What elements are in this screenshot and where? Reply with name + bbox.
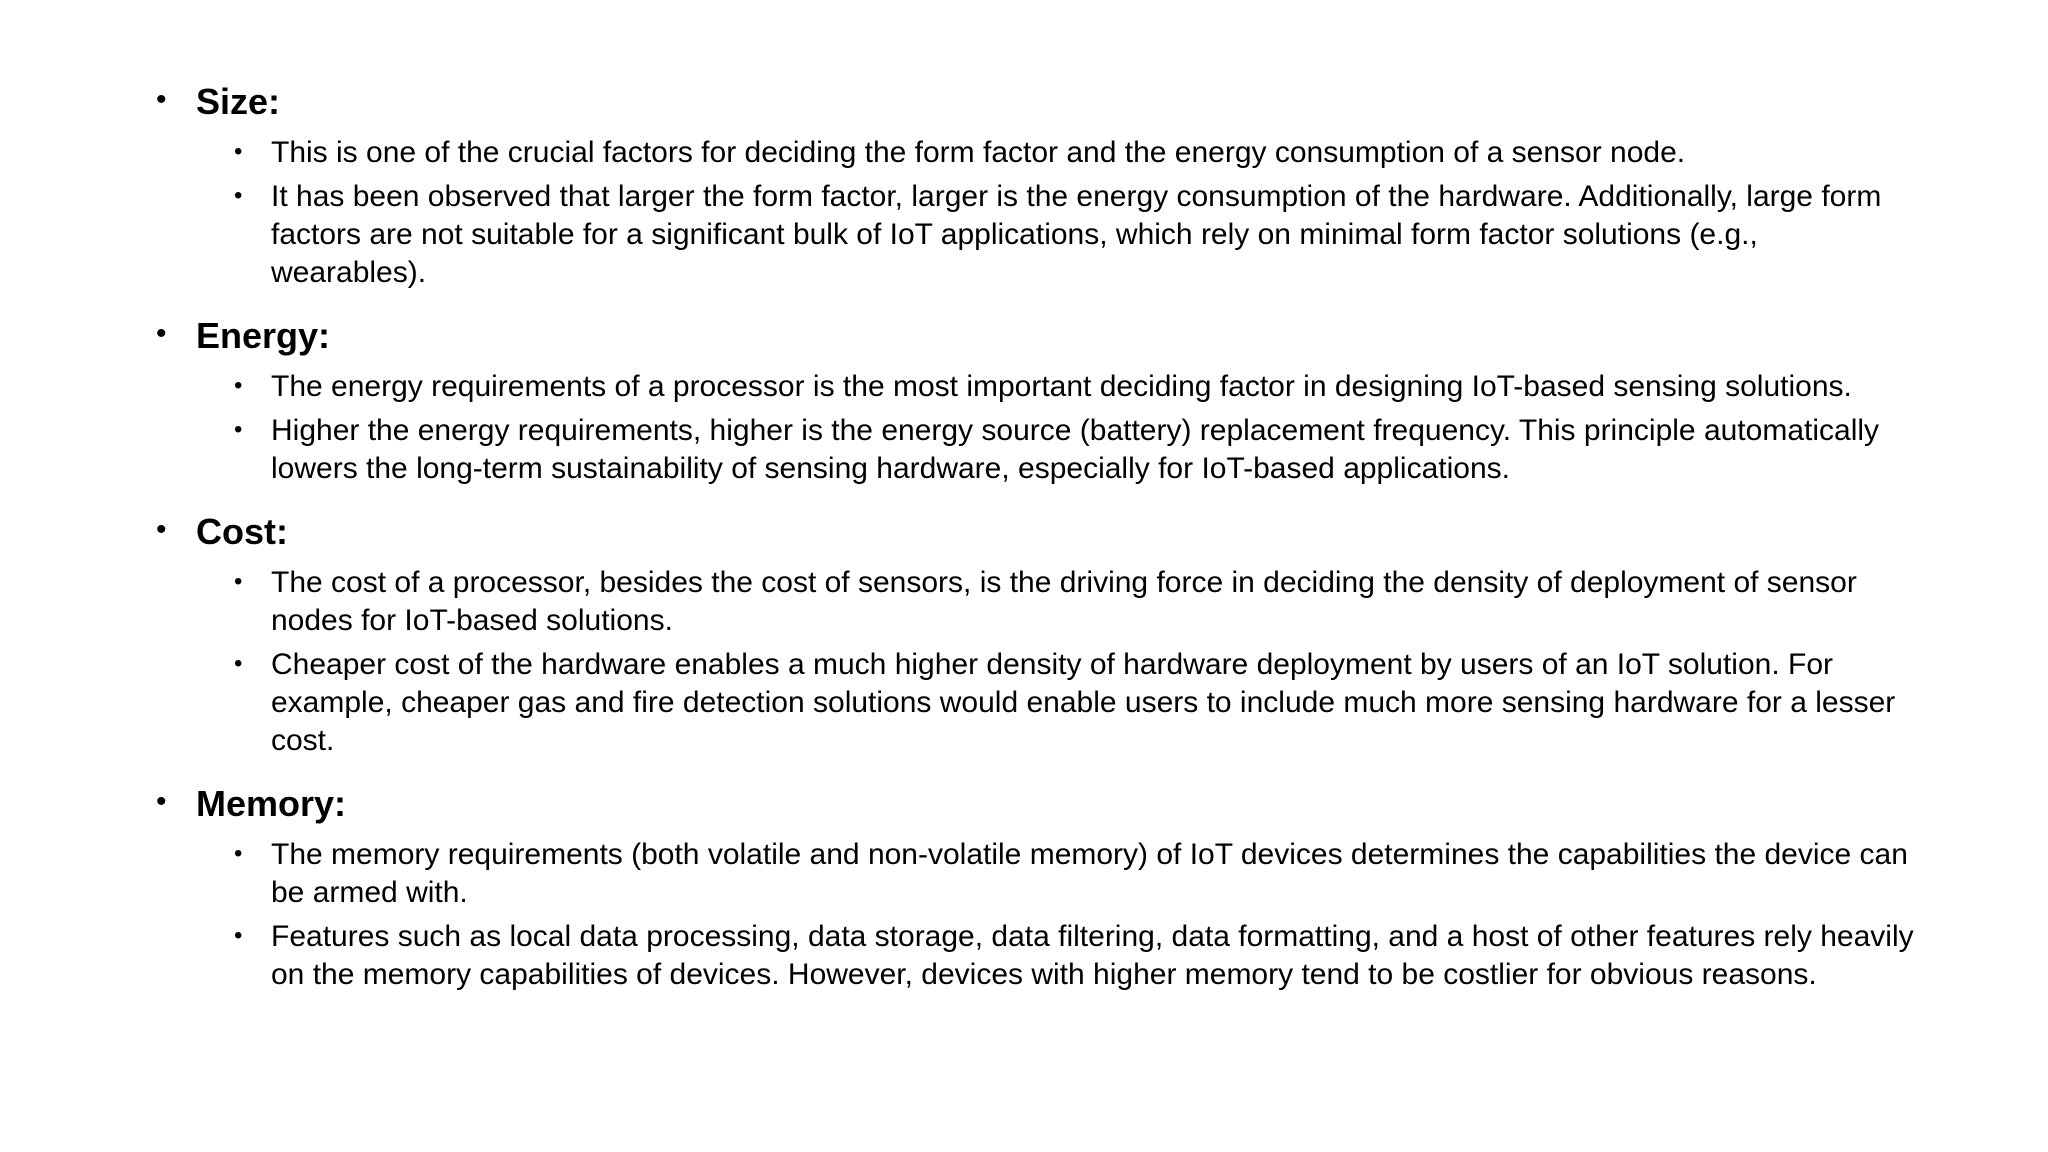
list-item xyxy=(156,134,1916,172)
heading-text: Size: xyxy=(196,81,281,122)
item-text: Features such as local data processing, data storage, data filtering, data formatting, and a host of other features rely heavily on the memory capabilities of devices. However, devices with higher memory tend to be costlier for obvious reasons. xyxy=(271,920,1914,991)
bullet-icon: • xyxy=(156,513,167,546)
bullet-list xyxy=(156,564,1916,760)
bullet-icon: • xyxy=(234,182,243,209)
list-item xyxy=(156,918,1916,994)
bullet-list xyxy=(156,836,1916,994)
list-item xyxy=(156,836,1916,912)
bullet-icon: • xyxy=(234,922,243,949)
bullet-icon: • xyxy=(234,372,243,399)
item-text: Cheaper cost of the hardware enables a much higher density of hardware deployment by users of an IoT solution. For example, cheaper gas and fire detection solutions would enable users to include much more sensing hardware for a lesser cost. xyxy=(271,648,1896,757)
list-item xyxy=(156,368,1916,406)
item-text: The memory requirements (both volatile and non-volatile memory) of IoT devices determines the capabilities the device can be armed with. xyxy=(271,838,1908,909)
bullet-icon: • xyxy=(234,416,243,443)
item-text: The cost of a processor, besides the cost of sensors, is the driving force in deciding the density of deployment of sensor nodes for IoT-based solutions. xyxy=(271,566,1857,637)
section-cost xyxy=(156,508,1916,760)
item-text: This is one of the crucial factors for deciding the form factor and the energy consumption of a sensor node. xyxy=(271,136,1686,169)
item-text: It has been observed that larger the form factor, larger is the energy consumption of the hardware. Additionally, large form factors are not suitable for a significant bulk of IoT applications, which rely on minimal form factor solutions (e.g., wearables). xyxy=(271,180,1882,289)
bullet-icon: • xyxy=(234,138,243,165)
bullet-icon: • xyxy=(234,568,243,595)
section-heading xyxy=(156,508,1916,556)
section-size xyxy=(156,78,1916,292)
section-energy xyxy=(156,312,1916,488)
section-heading xyxy=(156,312,1916,360)
heading-text: Cost: xyxy=(196,511,288,552)
heading-text: Energy: xyxy=(196,315,331,356)
section-memory xyxy=(156,780,1916,994)
item-text: Higher the energy requirements, higher is the energy source (battery) replacement frequency. This principle automatically lowers the long-term sustainability of sensing hardware, especially for IoT-based applications. xyxy=(271,414,1880,485)
bullet-icon: • xyxy=(234,650,243,677)
heading-text: Memory: xyxy=(196,783,347,824)
bullet-icon: • xyxy=(156,83,167,116)
bullet-icon: • xyxy=(156,317,167,350)
bullet-icon: • xyxy=(234,840,243,867)
bullet-list xyxy=(156,134,1916,292)
list-item xyxy=(156,646,1916,760)
bullet-icon: • xyxy=(156,785,167,818)
bullet-list xyxy=(156,368,1916,488)
list-item xyxy=(156,564,1916,640)
section-heading xyxy=(156,780,1916,828)
list-item xyxy=(156,178,1916,292)
slide-content xyxy=(156,78,1916,1014)
section-heading xyxy=(156,78,1916,126)
list-item xyxy=(156,412,1916,488)
item-text: The energy requirements of a processor is the most important deciding factor in designing IoT-based sensing solutions. xyxy=(271,370,1852,403)
